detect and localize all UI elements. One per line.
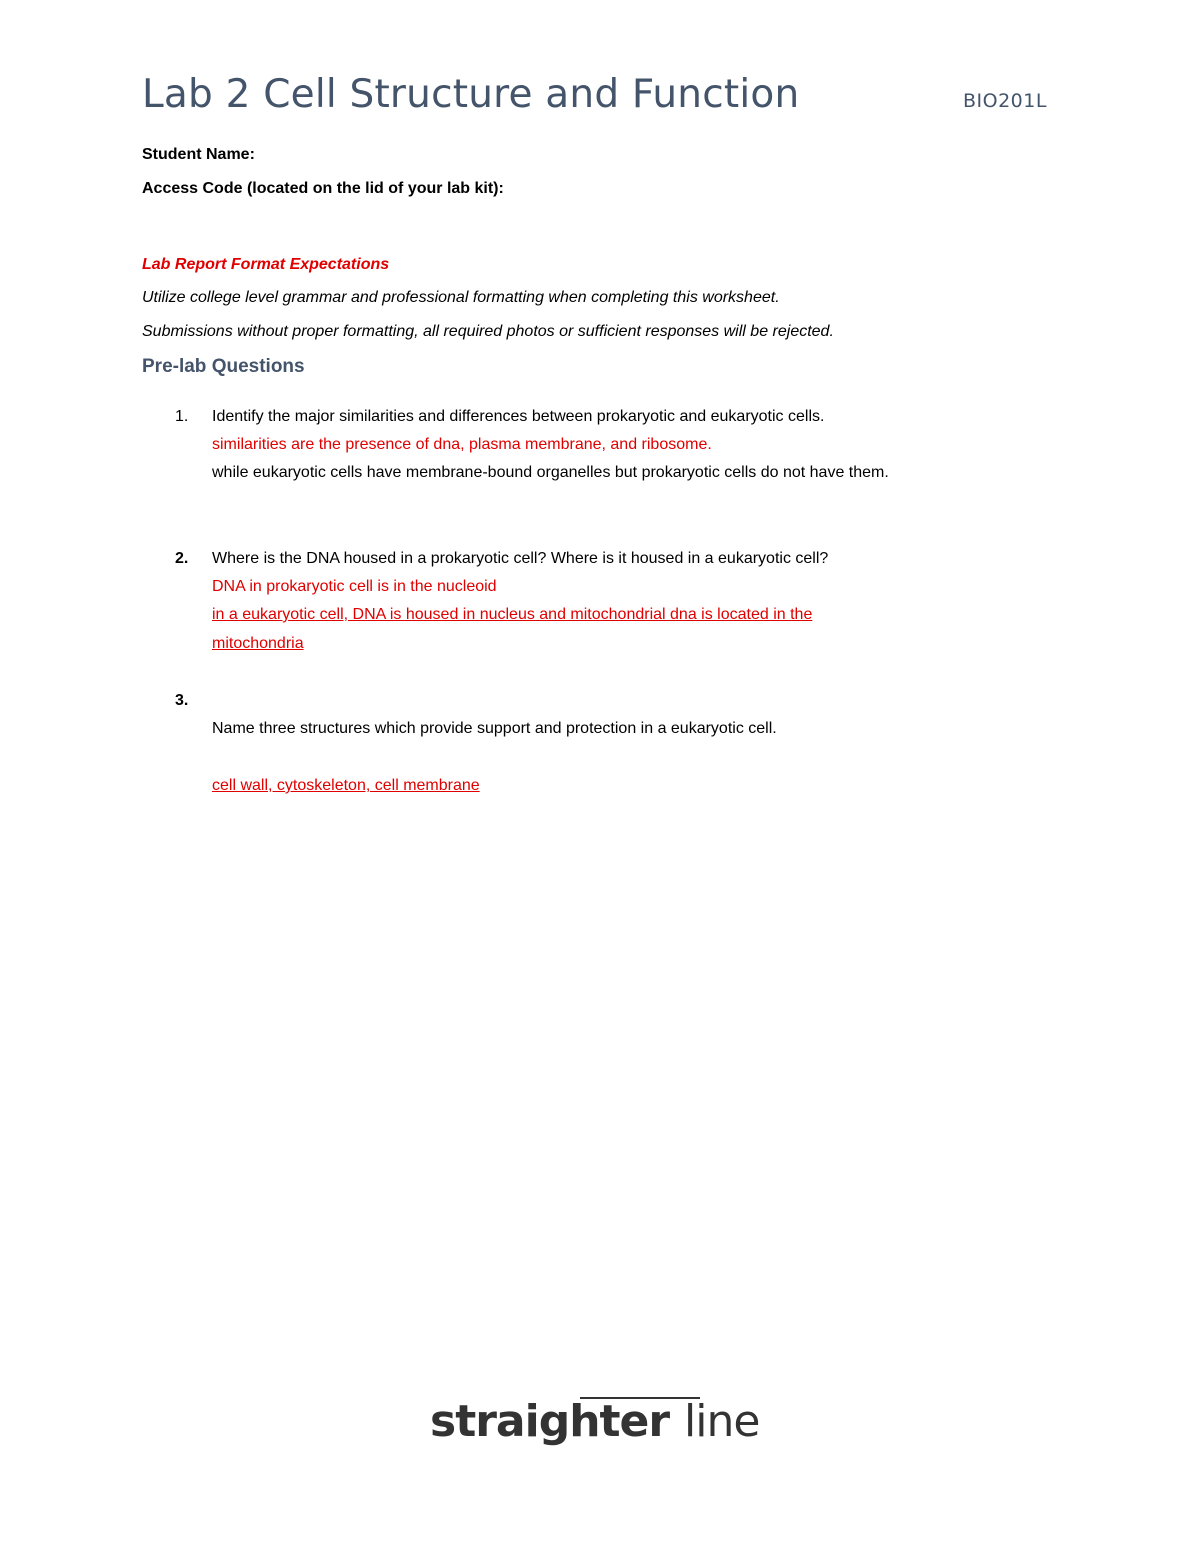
question-1-text: Identify the major similarities and differences between prokaryotic and eukaryotic cells. bbox=[212, 408, 825, 425]
question-2-answer-line-3: mitochondria bbox=[212, 635, 304, 652]
question-1-answer-line-1: similarities are the presence of dna, plasma membrane, and ribosome. bbox=[212, 436, 712, 453]
access-code-label: Access Code (located on the lid of your lab kit): bbox=[142, 180, 504, 197]
course-code: BIO201L bbox=[963, 90, 1047, 112]
format-expectation-line-2: Submissions without proper formatting, all required photos or sufficient responses will be rejected. bbox=[142, 323, 834, 340]
question-2-answer-line-1: DNA in prokaryotic cell is in the nucleoid bbox=[212, 578, 497, 595]
student-name-label: Student Name: bbox=[142, 146, 255, 163]
question-1-answer-line-2: while eukaryotic cells have membrane-bound organelles but prokaryotic cells do not have them. bbox=[212, 464, 889, 481]
straighterline-logo bbox=[430, 1392, 760, 1452]
format-expectation-line-1: Utilize college level grammar and professional formatting when completing this worksheet. bbox=[142, 289, 780, 306]
question-3-number: 3. bbox=[175, 692, 189, 709]
logo-text-light: line bbox=[684, 1396, 760, 1447]
question-2-answer-line-2: in a eukaryotic cell, DNA is housed in nucleus and mitochondrial dna is located in the bbox=[212, 606, 813, 623]
document-title: Lab 2 Cell Structure and Function bbox=[142, 72, 800, 117]
question-3-answer-line-1: cell wall, cytoskeleton, cell membrane bbox=[212, 777, 480, 794]
format-expectations-heading: Lab Report Format Expectations bbox=[142, 256, 390, 273]
logo-svg bbox=[430, 1392, 760, 1452]
logo-text-bold: straighter bbox=[430, 1396, 670, 1447]
question-2-text: Where is the DNA housed in a prokaryotic cell? Where is it housed in a eukaryotic cell? bbox=[212, 550, 829, 567]
question-3-text: Name three structures which provide support and protection in a eukaryotic cell. bbox=[212, 720, 777, 737]
question-1-number: 1. bbox=[175, 408, 189, 425]
prelab-heading: Pre-lab Questions bbox=[142, 356, 305, 377]
question-2-number: 2. bbox=[175, 550, 189, 567]
